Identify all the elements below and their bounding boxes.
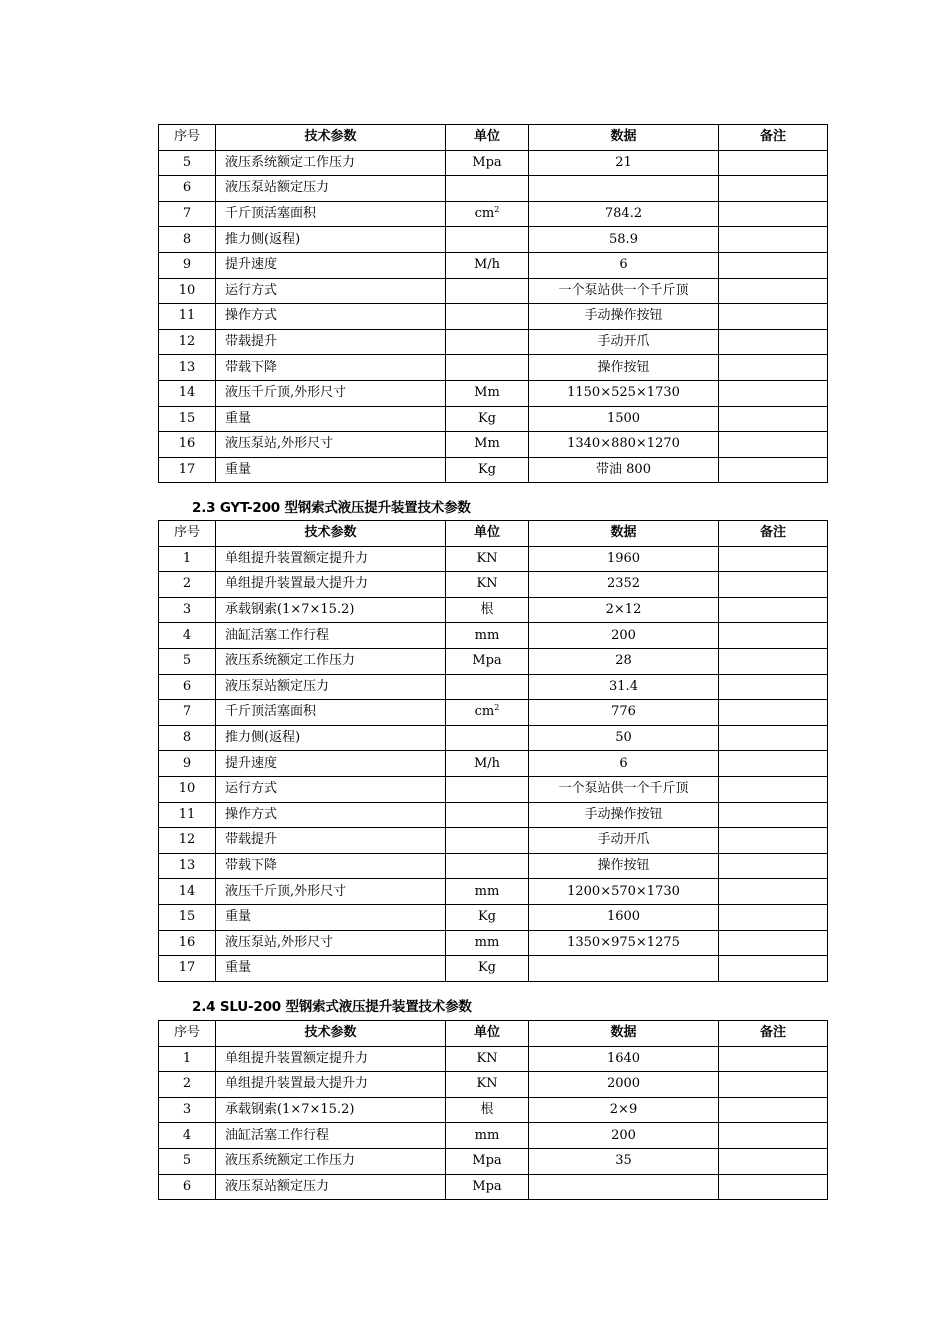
spec-table-gyt200 (158, 520, 828, 982)
cell-param: 推力侧(返程) (216, 227, 446, 253)
cell-data: 手动开爪 (529, 828, 719, 854)
unit-superscript: 2 (494, 703, 500, 713)
cell-unit: mm (446, 879, 529, 905)
cell-no: 8 (159, 227, 216, 253)
cell-unit: Mm (446, 432, 529, 458)
cell-note (719, 1097, 828, 1123)
cell-no: 1 (159, 1046, 216, 1072)
cell-param: 操作方式 (216, 304, 446, 330)
cell-no: 4 (159, 1123, 216, 1149)
cell-no: 7 (159, 201, 216, 227)
cell-unit (446, 700, 529, 726)
cell-data (529, 956, 719, 982)
cell-data (529, 1174, 719, 1200)
cell-data: 1200×570×1730 (529, 879, 719, 905)
cell-unit (446, 776, 529, 802)
col-header-note: 备注 (719, 521, 828, 547)
cell-note (719, 930, 828, 956)
cell-unit (446, 853, 529, 879)
table-row (159, 1174, 828, 1200)
table-row (159, 278, 828, 304)
cell-unit: Mm (446, 380, 529, 406)
section-title-gyt200: 2.3 GYT-200 型钢索式液压提升装置技术参数 (192, 500, 471, 516)
cell-no: 5 (159, 150, 216, 176)
cell-no: 13 (159, 355, 216, 381)
table-row (159, 623, 828, 649)
table-row (159, 432, 828, 458)
table-row (159, 329, 828, 355)
cell-note (719, 329, 828, 355)
cell-no: 12 (159, 329, 216, 355)
cell-unit (446, 278, 529, 304)
cell-note (719, 751, 828, 777)
cell-note (719, 828, 828, 854)
cell-unit (446, 674, 529, 700)
cell-param: 提升速度 (216, 751, 446, 777)
table-header-row (159, 125, 828, 151)
col-header-unit: 单位 (446, 1021, 529, 1047)
cell-param: 液压系统额定工作压力 (216, 648, 446, 674)
cell-param: 带载提升 (216, 828, 446, 854)
cell-note (719, 674, 828, 700)
cell-note (719, 380, 828, 406)
cell-note (719, 355, 828, 381)
cell-no: 14 (159, 879, 216, 905)
table-row (159, 956, 828, 982)
cell-param: 液压千斤顶,外形尺寸 (216, 380, 446, 406)
cell-unit: mm (446, 930, 529, 956)
cell-param: 液压系统额定工作压力 (216, 150, 446, 176)
cell-no: 2 (159, 572, 216, 598)
cell-unit: Kg (446, 457, 529, 483)
table-row (159, 648, 828, 674)
table-header-row (159, 521, 828, 547)
cell-param: 承载钢索(1×7×15.2) (216, 1097, 446, 1123)
cell-param: 液压系统额定工作压力 (216, 1148, 446, 1174)
cell-param: 操作方式 (216, 802, 446, 828)
cell-no: 16 (159, 432, 216, 458)
table-row (159, 355, 828, 381)
spec-table-slu200 (158, 1020, 828, 1200)
cell-unit (446, 201, 529, 227)
cell-param: 运行方式 (216, 278, 446, 304)
cell-param: 推力侧(返程) (216, 725, 446, 751)
cell-param: 带载提升 (216, 329, 446, 355)
cell-no: 6 (159, 674, 216, 700)
cell-unit: M/h (446, 751, 529, 777)
cell-data: 6 (529, 252, 719, 278)
cell-param: 液压泵站额定压力 (216, 176, 446, 202)
table-row (159, 674, 828, 700)
cell-param: 千斤顶活塞面积 (216, 700, 446, 726)
cell-note (719, 853, 828, 879)
cell-unit: KN (446, 546, 529, 572)
cell-note (719, 956, 828, 982)
cell-note (719, 546, 828, 572)
spec-table-continued (158, 124, 828, 483)
unit-superscript: 2 (494, 205, 500, 215)
cell-note (719, 700, 828, 726)
cell-no: 9 (159, 252, 216, 278)
cell-note (719, 432, 828, 458)
col-header-param: 技术参数 (216, 1021, 446, 1047)
cell-no: 17 (159, 956, 216, 982)
cell-param: 重量 (216, 956, 446, 982)
cell-note (719, 904, 828, 930)
cell-unit: Mpa (446, 150, 529, 176)
table-row (159, 904, 828, 930)
cell-note (719, 802, 828, 828)
table-row (159, 853, 828, 879)
cell-param: 单组提升装置额定提升力 (216, 546, 446, 572)
unit-text: cm (474, 704, 495, 720)
cell-no: 16 (159, 930, 216, 956)
cell-note (719, 879, 828, 905)
cell-no: 4 (159, 623, 216, 649)
cell-param: 重量 (216, 904, 446, 930)
cell-data: 776 (529, 700, 719, 726)
cell-no: 6 (159, 176, 216, 202)
cell-data: 操作按钮 (529, 853, 719, 879)
cell-no: 15 (159, 406, 216, 432)
cell-data: 手动开爪 (529, 329, 719, 355)
cell-data: 手动操作按钮 (529, 304, 719, 330)
table-row (159, 879, 828, 905)
cell-data: 21 (529, 150, 719, 176)
col-header-unit: 单位 (446, 521, 529, 547)
cell-unit (446, 227, 529, 253)
table-row (159, 1046, 828, 1072)
cell-data: 200 (529, 1123, 719, 1149)
cell-note (719, 304, 828, 330)
cell-no: 9 (159, 751, 216, 777)
cell-unit: Mpa (446, 1174, 529, 1200)
table-row (159, 150, 828, 176)
cell-no: 13 (159, 853, 216, 879)
cell-data: 2×12 (529, 597, 719, 623)
cell-note (719, 252, 828, 278)
col-header-no: 序号 (159, 1021, 216, 1047)
cell-no: 5 (159, 648, 216, 674)
cell-note (719, 1174, 828, 1200)
cell-data: 31.4 (529, 674, 719, 700)
cell-no: 3 (159, 597, 216, 623)
col-header-no: 序号 (159, 125, 216, 151)
cell-note (719, 406, 828, 432)
cell-data: 手动操作按钮 (529, 802, 719, 828)
cell-note (719, 725, 828, 751)
cell-param: 液压千斤顶,外形尺寸 (216, 879, 446, 905)
cell-data (529, 176, 719, 202)
section-title-slu200: 2.4 SLU-200 型钢索式液压提升装置技术参数 (192, 999, 472, 1015)
cell-unit: Kg (446, 956, 529, 982)
cell-unit: Kg (446, 904, 529, 930)
cell-unit: KN (446, 1046, 529, 1072)
cell-note (719, 1046, 828, 1072)
table-row (159, 1097, 828, 1123)
col-header-param: 技术参数 (216, 125, 446, 151)
table-row (159, 252, 828, 278)
cell-no: 6 (159, 1174, 216, 1200)
cell-unit (446, 176, 529, 202)
cell-unit: 根 (446, 1097, 529, 1123)
cell-no: 10 (159, 278, 216, 304)
table-header-row (159, 1021, 828, 1047)
cell-no: 3 (159, 1097, 216, 1123)
col-header-note: 备注 (719, 125, 828, 151)
col-header-unit: 单位 (446, 125, 529, 151)
cell-data: 1350×975×1275 (529, 930, 719, 956)
cell-data: 1340×880×1270 (529, 432, 719, 458)
cell-data: 一个泵站供一个千斤顶 (529, 776, 719, 802)
unit-text: cm (474, 206, 495, 222)
cell-param: 油缸活塞工作行程 (216, 623, 446, 649)
table-row (159, 751, 828, 777)
table-row (159, 380, 828, 406)
table-row (159, 776, 828, 802)
cell-data: 1600 (529, 904, 719, 930)
cell-note (719, 201, 828, 227)
table-row (159, 700, 828, 726)
cell-param: 液压泵站额定压力 (216, 674, 446, 700)
cell-note (719, 457, 828, 483)
cell-note (719, 176, 828, 202)
table-row (159, 930, 828, 956)
cell-no: 5 (159, 1148, 216, 1174)
cell-note (719, 572, 828, 598)
cell-data: 35 (529, 1148, 719, 1174)
table-row (159, 572, 828, 598)
cell-unit: Mpa (446, 648, 529, 674)
cell-unit: M/h (446, 252, 529, 278)
cell-unit: Kg (446, 406, 529, 432)
cell-no: 11 (159, 304, 216, 330)
cell-note (719, 597, 828, 623)
cell-unit: KN (446, 572, 529, 598)
cell-param: 重量 (216, 406, 446, 432)
cell-data: 58.9 (529, 227, 719, 253)
table-row (159, 828, 828, 854)
table-row (159, 176, 828, 202)
table-row (159, 1123, 828, 1149)
cell-data: 操作按钮 (529, 355, 719, 381)
cell-note (719, 1148, 828, 1174)
table-row (159, 201, 828, 227)
cell-data: 28 (529, 648, 719, 674)
table-row (159, 597, 828, 623)
cell-param: 液压泵站额定压力 (216, 1174, 446, 1200)
cell-no: 1 (159, 546, 216, 572)
cell-note (719, 227, 828, 253)
cell-data: 784.2 (529, 201, 719, 227)
cell-data: 1640 (529, 1046, 719, 1072)
cell-param: 单组提升装置最大提升力 (216, 1072, 446, 1098)
cell-param: 液压泵站,外形尺寸 (216, 432, 446, 458)
cell-data: 50 (529, 725, 719, 751)
cell-data: 1960 (529, 546, 719, 572)
col-header-data: 数据 (529, 521, 719, 547)
col-header-data: 数据 (529, 125, 719, 151)
cell-no: 2 (159, 1072, 216, 1098)
cell-data: 1150×525×1730 (529, 380, 719, 406)
table-row (159, 1072, 828, 1098)
cell-param: 油缸活塞工作行程 (216, 1123, 446, 1149)
col-header-no: 序号 (159, 521, 216, 547)
cell-no: 12 (159, 828, 216, 854)
cell-unit: 根 (446, 597, 529, 623)
cell-unit: mm (446, 1123, 529, 1149)
cell-param: 承载钢索(1×7×15.2) (216, 597, 446, 623)
cell-param: 带载下降 (216, 853, 446, 879)
table-row (159, 457, 828, 483)
cell-note (719, 1072, 828, 1098)
cell-data: 200 (529, 623, 719, 649)
cell-data: 2000 (529, 1072, 719, 1098)
cell-data: 带油 800 (529, 457, 719, 483)
cell-data: 一个泵站供一个千斤顶 (529, 278, 719, 304)
table-row (159, 546, 828, 572)
cell-unit (446, 329, 529, 355)
cell-no: 14 (159, 380, 216, 406)
cell-no: 11 (159, 802, 216, 828)
cell-param: 重量 (216, 457, 446, 483)
cell-no: 15 (159, 904, 216, 930)
table-row (159, 802, 828, 828)
col-header-param: 技术参数 (216, 521, 446, 547)
cell-unit: KN (446, 1072, 529, 1098)
cell-param: 带载下降 (216, 355, 446, 381)
cell-unit (446, 802, 529, 828)
cell-param: 提升速度 (216, 252, 446, 278)
cell-no: 7 (159, 700, 216, 726)
cell-unit (446, 355, 529, 381)
cell-unit: mm (446, 623, 529, 649)
table-row (159, 406, 828, 432)
cell-note (719, 278, 828, 304)
cell-param: 单组提升装置额定提升力 (216, 1046, 446, 1072)
cell-unit (446, 725, 529, 751)
table-row (159, 227, 828, 253)
cell-no: 8 (159, 725, 216, 751)
cell-param: 液压泵站,外形尺寸 (216, 930, 446, 956)
table-row (159, 725, 828, 751)
cell-note (719, 648, 828, 674)
col-header-note: 备注 (719, 1021, 828, 1047)
col-header-data: 数据 (529, 1021, 719, 1047)
cell-param: 千斤顶活塞面积 (216, 201, 446, 227)
cell-note (719, 1123, 828, 1149)
cell-no: 17 (159, 457, 216, 483)
cell-data: 6 (529, 751, 719, 777)
cell-data: 2352 (529, 572, 719, 598)
cell-param: 单组提升装置最大提升力 (216, 572, 446, 598)
cell-note (719, 623, 828, 649)
cell-no: 10 (159, 776, 216, 802)
cell-data: 2×9 (529, 1097, 719, 1123)
cell-unit (446, 828, 529, 854)
cell-note (719, 150, 828, 176)
table-row (159, 1148, 828, 1174)
cell-unit: Mpa (446, 1148, 529, 1174)
cell-param: 运行方式 (216, 776, 446, 802)
cell-note (719, 776, 828, 802)
table-row (159, 304, 828, 330)
cell-data: 1500 (529, 406, 719, 432)
cell-unit (446, 304, 529, 330)
